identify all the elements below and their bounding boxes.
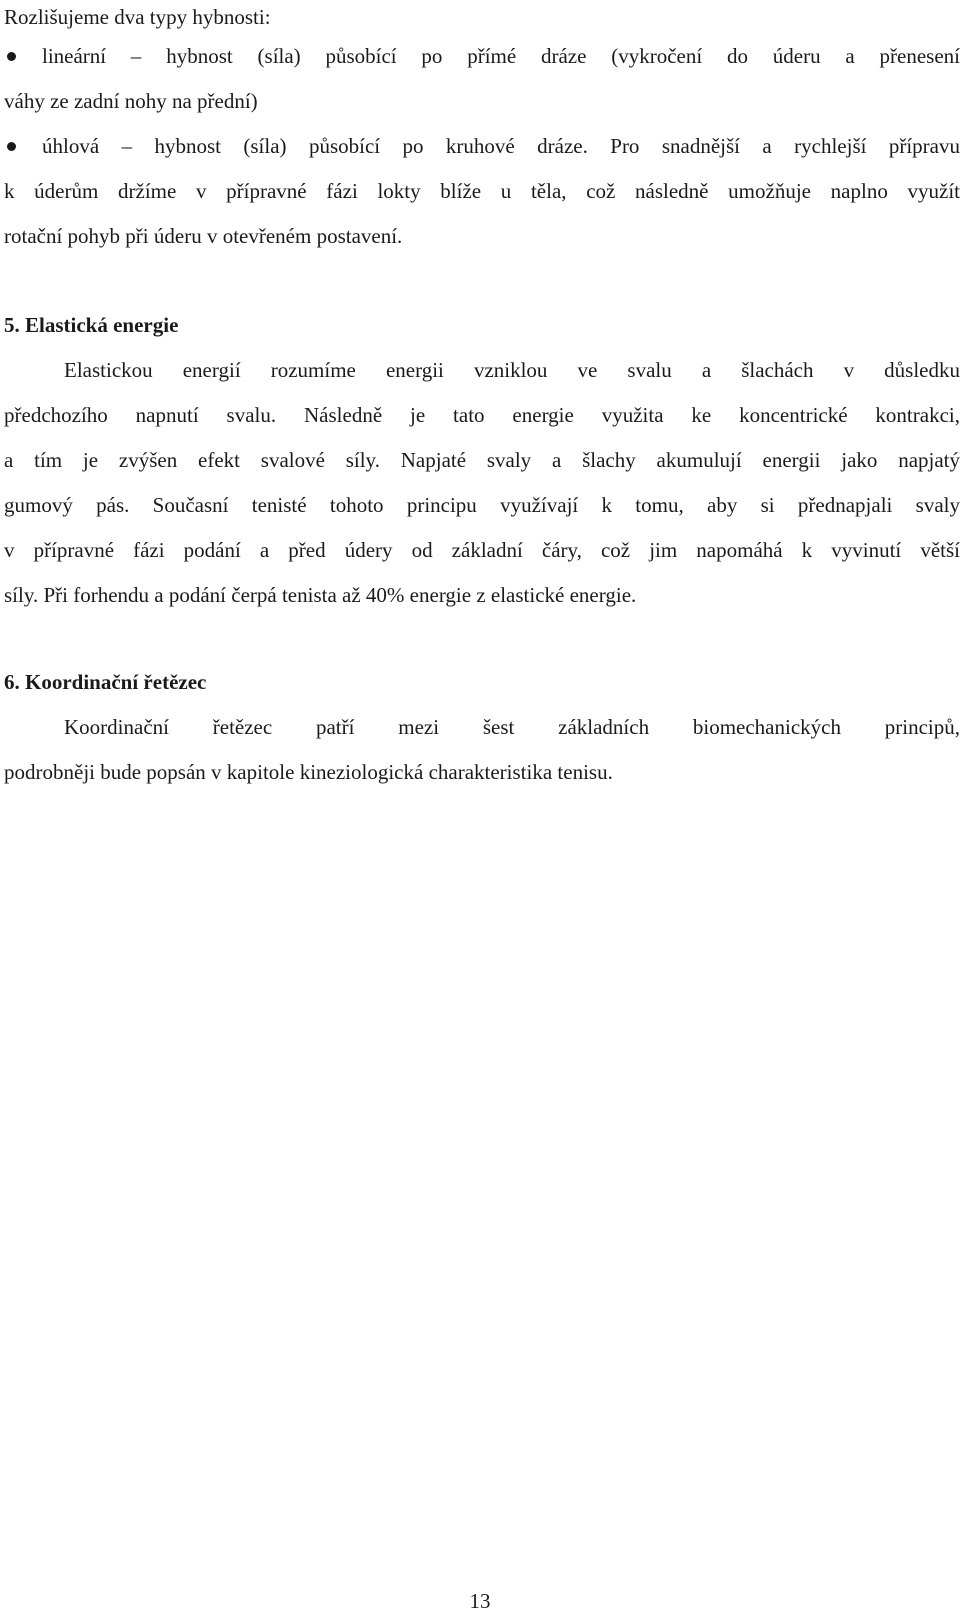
bullet-1-line-2: váhy ze zadní nohy na přední) xyxy=(4,89,258,113)
section-5-line-5: v přípravné fázi podání a před údery od základní čáry, což jim napomáhá k vyvinutí větší xyxy=(4,538,960,562)
section-6-line-1: Koordinační řetězec patří mezi šest základních biomechanických principů, xyxy=(64,715,960,739)
intro-line: Rozlišujeme dva typy hybnosti: xyxy=(4,5,271,29)
section-5-line-3: a tím je zvýšen efekt svalové síly. Napjaté svaly a šlachy akumulují energii jako napjatý xyxy=(4,448,960,472)
section-5-line-1: Elastickou energií rozumíme energii vzniklou ve svalu a šlachách v důsledku xyxy=(64,358,960,382)
bullet-icon xyxy=(7,142,16,151)
section-heading-coordination-chain: 6. Koordinační řetězec xyxy=(4,670,207,694)
bullet-2-line-3: rotační pohyb při úderu v otevřeném postavení. xyxy=(4,224,403,248)
bullet-icon xyxy=(7,52,16,61)
section-5-line-4: gumový pás. Současní tenisté tohoto principu využívají k tomu, aby si přednapjali svaly xyxy=(4,493,960,517)
bullet-1-line-1: lineární – hybnost (síla) působící po přímé dráze (vykročení do úderu a přenesení xyxy=(42,44,960,68)
bullet-2-line-2: k úderům držíme v přípravné fázi lokty blíže u těla, což následně umožňuje naplno využít xyxy=(4,179,960,203)
section-5-line-2: předchozího napnutí svalu. Následně je tato energie využita ke koncentrické kontrakci, xyxy=(4,403,960,427)
page-number: 13 xyxy=(469,1589,491,1613)
section-heading-elastic-energy: 5. Elastická energie xyxy=(4,313,179,337)
bullet-2-line-1: úhlová – hybnost (síla) působící po kruhové dráze. Pro snadnější a rychlejší přípravu xyxy=(42,134,960,158)
section-6-line-2: podrobněji bude popsán v kapitole kineziologická charakteristika tenisu. xyxy=(4,760,613,784)
section-5-line-6: síly. Při forhendu a podání čerpá tenista až 40% energie z elastické energie. xyxy=(4,583,637,607)
